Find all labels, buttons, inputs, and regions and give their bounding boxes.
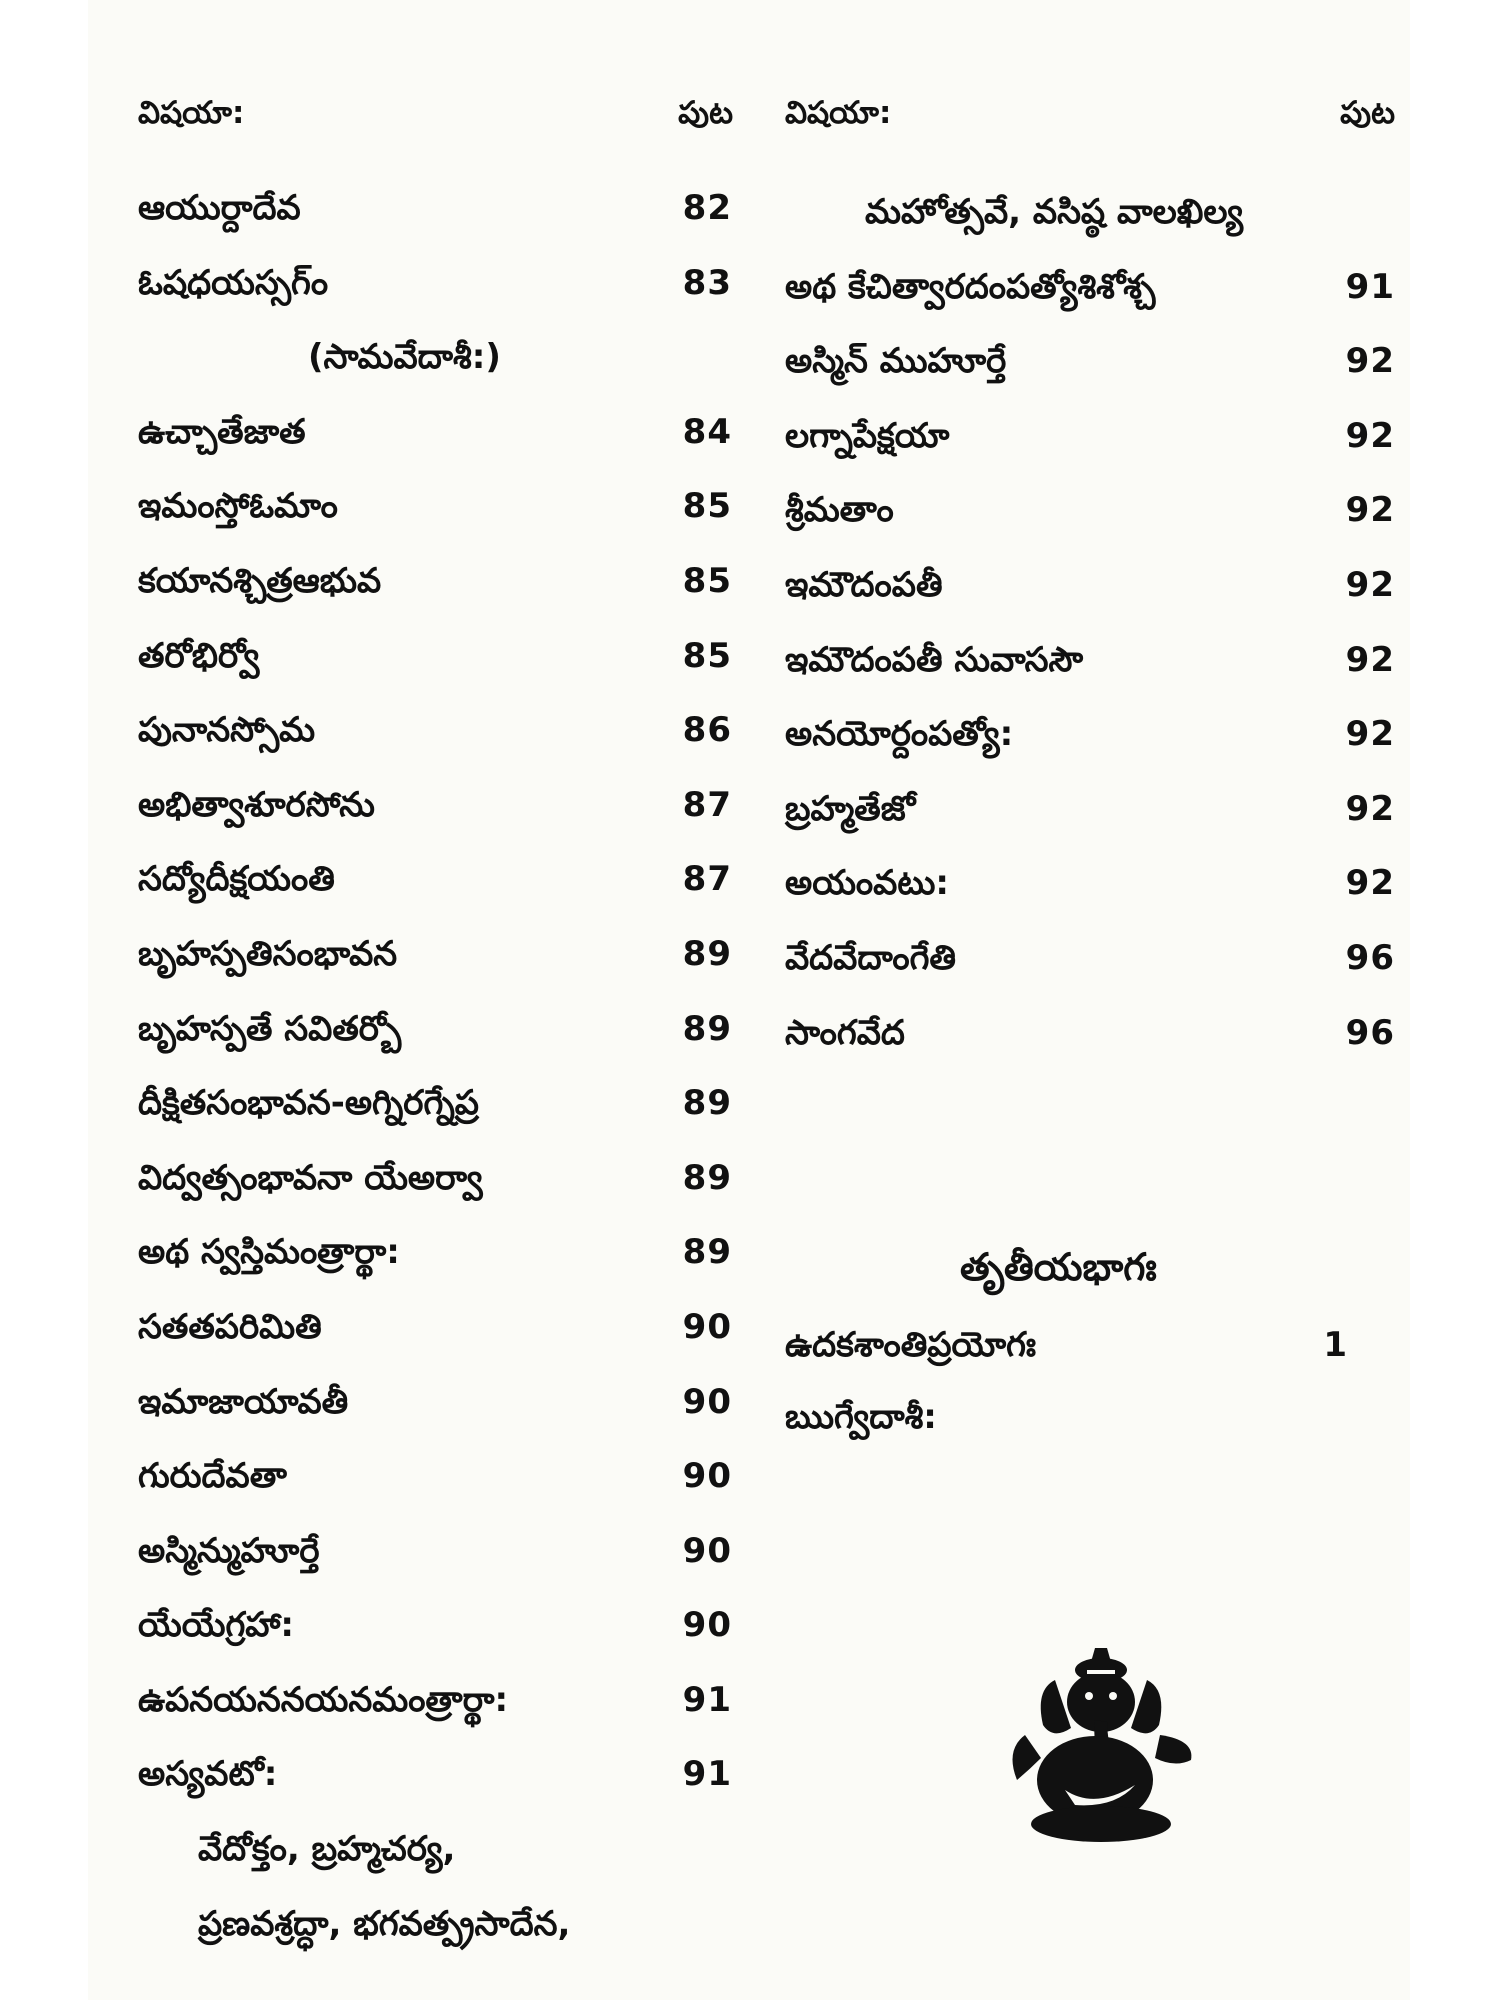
entry-title: విద్వత్సంభావనా యేఅర్వా [138, 1157, 483, 1198]
entry-title: పునానస్సోమ [138, 710, 316, 751]
entry-title: అనయోర్దంపత్యో: [785, 714, 1014, 755]
entry-title: ఉపనయననయనమంత్రార్థా: [138, 1679, 509, 1720]
page-header: పుట [1340, 95, 1395, 131]
entry-page: 89 [682, 933, 732, 974]
entry-title: ప్రణవశ్రద్ధా, భగవత్ప్రసాదేన, [198, 1903, 571, 1944]
entry-page: 85 [682, 560, 732, 601]
entry-title: శ్రీమతాం [785, 490, 894, 531]
ganesha-emblem-icon [995, 1640, 1205, 1850]
toc-entry-continuation [138, 1829, 738, 1904]
entry-page: 92 [1345, 639, 1395, 680]
entry-page: 86 [682, 710, 732, 751]
toc-entry [785, 1013, 1395, 1088]
toc-entry [138, 934, 738, 1009]
entry-title: ఇమంస్తోఓమాం [138, 486, 338, 527]
entry-page: 91 [1345, 266, 1395, 307]
toc-entry-continuation [785, 192, 1395, 267]
entry-page: 85 [682, 635, 732, 676]
entry-page: 89 [682, 1008, 732, 1049]
entry-page: 84 [682, 411, 732, 452]
entry-title: బృహస్పతే సవితర్బో [138, 1008, 402, 1049]
entry-page: 87 [682, 784, 732, 825]
toc-entry [785, 1325, 1395, 1373]
subject-header: విషయా: [138, 95, 245, 131]
entry-page: 89 [682, 1083, 732, 1124]
toc-entry [138, 561, 738, 636]
entry-title: బ్రహ్మతేజో [785, 788, 916, 829]
entry-page: 96 [1345, 1012, 1395, 1053]
entry-title: ఉదకశాంతిప్రయోగః [785, 1325, 1037, 1365]
toc-entry [138, 1754, 738, 1829]
toc-entry [785, 490, 1395, 565]
entry-title: దీక్షితసంభావన-అగ్నిరగ్నేప్ర [138, 1083, 479, 1124]
toc-list-left [138, 188, 738, 1978]
toc-entry [785, 789, 1395, 864]
entry-title: అథ స్వస్తిమంత్రార్థా: [138, 1232, 400, 1273]
entry-page: 90 [682, 1306, 732, 1347]
entry-page: 92 [1345, 415, 1395, 456]
toc-right-column [785, 95, 1395, 1053]
entry-page: 90 [682, 1530, 732, 1571]
entry-page: 91 [682, 1754, 732, 1795]
entry-title: (సామవేదాశీ:) [308, 337, 501, 378]
toc-entry [138, 710, 738, 785]
toc-entry [138, 1307, 738, 1382]
toc-entry [138, 859, 738, 934]
toc-entry [138, 1680, 738, 1755]
entry-title: వేదవేదాంగేతి [785, 937, 956, 978]
entry-page: 92 [1345, 490, 1395, 531]
toc-list-right [785, 192, 1395, 1087]
entry-page: 89 [682, 1232, 732, 1273]
entry-page: 92 [1345, 564, 1395, 605]
entry-title: కయానశ్చిత్రఆభువ [138, 560, 382, 601]
toc-entry [138, 188, 738, 263]
entry-page: 92 [1345, 714, 1395, 755]
entry-page: 85 [682, 486, 732, 527]
toc-left-column [138, 95, 738, 1944]
toc-entry [138, 263, 738, 338]
entry-title: సద్యోదీక్షయంతి [138, 859, 335, 900]
entry-page: 92 [1345, 341, 1395, 382]
entry-page: 90 [682, 1605, 732, 1646]
toc-entry [785, 267, 1395, 342]
entry-title: బృహస్పతిసంభావన [138, 933, 398, 974]
part-three-heading: తృతీయభాగః [960, 1245, 1157, 1289]
toc-entry [138, 1382, 738, 1457]
toc-entry [785, 938, 1395, 1013]
entry-title: తరోభిర్వో [138, 635, 260, 676]
entry-page: 1 [1323, 1325, 1347, 1365]
toc-entry [785, 863, 1395, 938]
entry-page: 82 [682, 188, 732, 228]
toc-header [785, 95, 1395, 150]
entry-page: 92 [1345, 788, 1395, 829]
toc-entry [138, 412, 738, 487]
entry-title: అస్యవటో: [138, 1754, 278, 1795]
toc-entry [785, 640, 1395, 715]
toc-entry [138, 486, 738, 561]
entry-title: అభిత్వాశూరసోను [138, 784, 375, 825]
entry-title: ఓషధయస్సగ్ం [138, 262, 329, 303]
entry-title: ఆయుర్దాదేవ [138, 188, 301, 228]
toc-entry [138, 1605, 738, 1680]
toc-entry [138, 1083, 738, 1158]
toc-entry [138, 1232, 738, 1307]
toc-entry [138, 1158, 738, 1233]
page-header: పుట [678, 95, 733, 131]
toc-entry [138, 636, 738, 711]
entry-page: 87 [682, 859, 732, 900]
toc-entry [138, 785, 738, 860]
entry-page: 92 [1345, 863, 1395, 904]
toc-entry [138, 1531, 738, 1606]
entry-title: ఇమౌదంపతీ [785, 564, 943, 605]
entry-page: 89 [682, 1157, 732, 1198]
entry-title: అథ కేచిత్వారదంపత్యోశిశోశ్చ [785, 266, 1156, 307]
entry-page: 90 [682, 1456, 732, 1497]
entry-page: 91 [682, 1679, 732, 1720]
entry-title: సాంగవేద [785, 1012, 905, 1053]
entry-title: మహోత్సవే, వసిష్ఠ వాలఖిల్య [865, 192, 1244, 232]
toc-entry [785, 565, 1395, 640]
entry-title: ఋగ్వేదాశీ: [785, 1397, 937, 1437]
entry-title: యేయేగ్రహా: [138, 1605, 294, 1646]
toc-entry [785, 416, 1395, 491]
entry-title: ఇమౌదంపతీ సువాససౌ [785, 639, 1084, 680]
entry-title: అయంవటు: [785, 863, 949, 904]
toc-entry [138, 1456, 738, 1531]
entry-title: ఇమాజాయావతీ [138, 1381, 349, 1422]
subject-header: విషయా: [785, 95, 892, 131]
entry-title: గురుదేవతా [138, 1456, 287, 1497]
toc-header [138, 95, 738, 150]
entry-title: సతతపరిమితి [138, 1306, 322, 1347]
toc-entry-continuation [138, 1904, 738, 1979]
toc-subheading [138, 337, 738, 412]
toc-entry [785, 1397, 1395, 1445]
toc-entry [138, 1009, 738, 1084]
entry-page: 96 [1345, 937, 1395, 978]
toc-entry [785, 341, 1395, 416]
entry-title: అస్మిన్ముహూర్తే [138, 1530, 320, 1571]
entry-title: వేదోక్తం, బ్రహ్మచర్య, [198, 1829, 456, 1870]
entry-title: అస్మిన్ ముహూర్తే [785, 341, 1007, 382]
entry-page: 90 [682, 1381, 732, 1422]
entry-title: ఉచ్చాతేజాత [138, 411, 306, 452]
entry-title: లగ్నాపేక్షయా [785, 415, 950, 456]
entry-page: 83 [682, 262, 732, 303]
toc-entry [785, 714, 1395, 789]
